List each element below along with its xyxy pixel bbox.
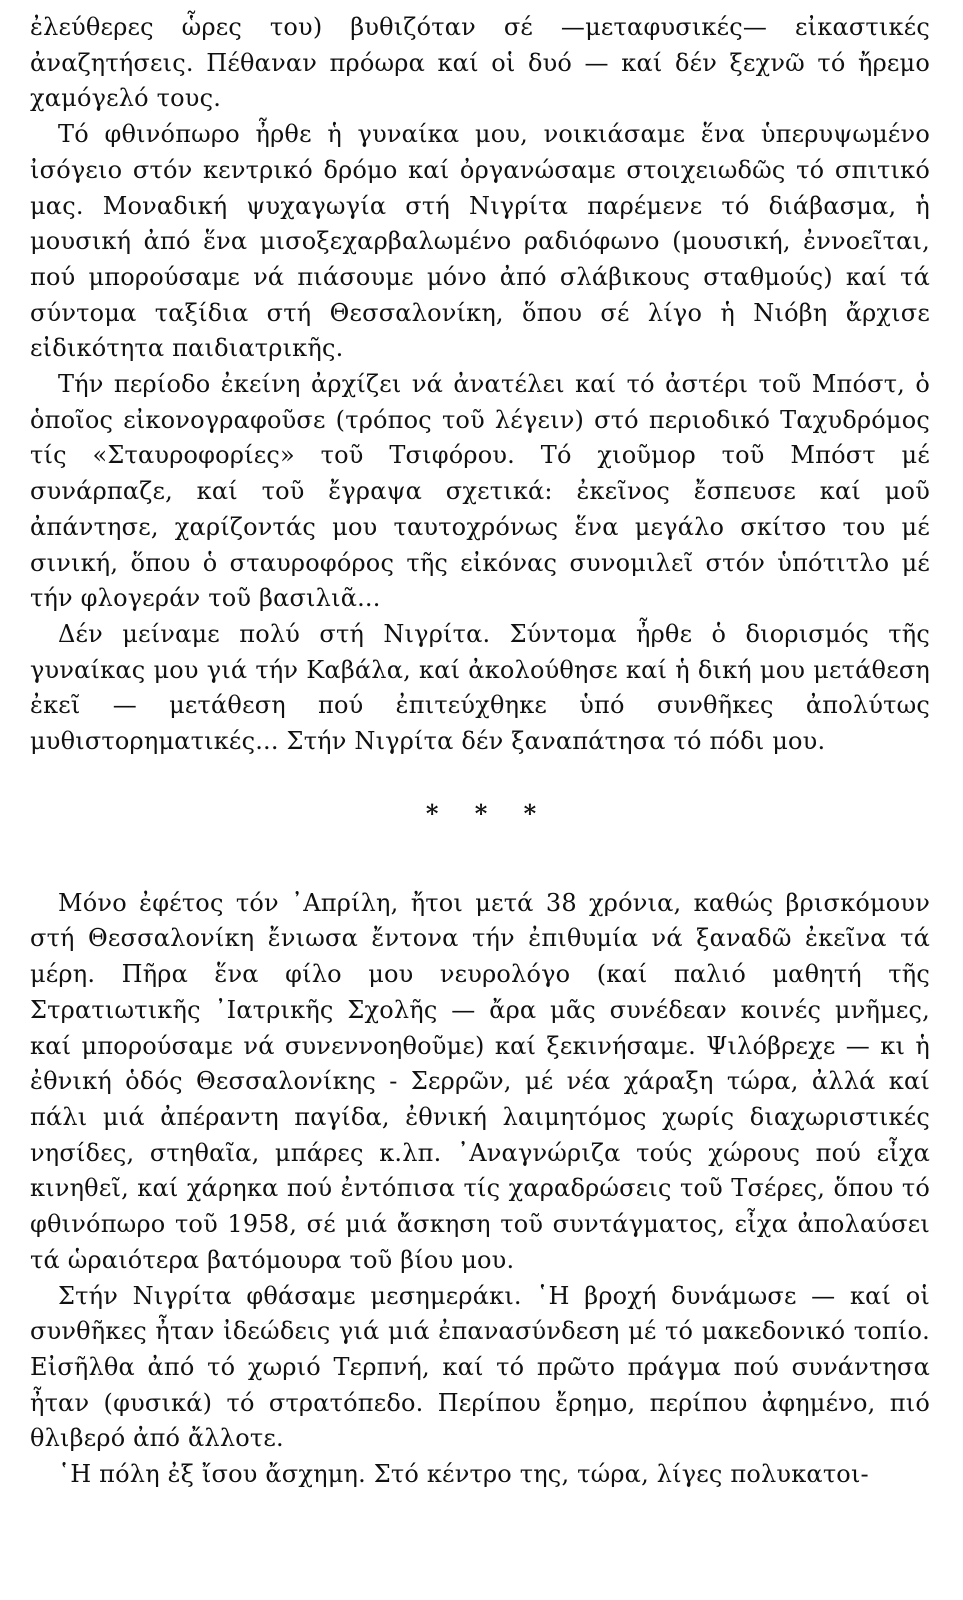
book-page: [30, 10, 930, 1493]
paragraph-arrival-nigrita: Στήν Νιγρίτα φθάσαμε μεσημεράκι. ῾Η βροχή δυνάμωσε — καί οἱ συνθῆκες ἦταν ἰδεώδεις γιά μιά ἐπανασύνδεση μέ τό μακεδονικό τοπίο. Εἰσῆλθα ἀπό τό χωριό Τερπνή, καί τό πρῶτο πράγμα πού συνάντησα ἦταν (φυσικά) τό στρατόπεδο. Περίπου ἔρημο, περίπου ἀφημένο, πιό θλιβερό ἀπό ἄλλοτε.: [30, 1281, 930, 1453]
paragraph-continuation: ἐλεύθερες ὧρες του) βυθιζόταν σέ —μεταφυσικές— εἰκαστικές ἀναζητήσεις. Πέθαναν πρόωρα καί οἱ δυό — καί δέν ξεχνῶ τό ἤρεμο χαμόγελό τους.: [30, 13, 930, 113]
paragraph-town-description: ῾Η πόλη ἐξ ἴσου ἄσχημη. Στό κέντρο της, τώρα, λίγες πολυκατοι-: [58, 1460, 869, 1489]
paragraph-bost: Τήν περίοδο ἐκείνη ἀρχίζει νά ἀνατέλει καί τό ἀστέρι τοῦ Μπόστ, ὁ ὁποῖος εἰκονογραφοῦσε (τρόπος τοῦ λέγειν) στό περιοδικό Ταχυδρόμος τίς «Σταυροφορίες» τοῦ Τσιφόρου. Τό χιοῦμορ τοῦ Μπόστ μέ συνάρπαζε, καί τοῦ ἔγραψα σχετικά: ἐκεῖνος ἔσπευσε καί μοῦ ἀπάντησε, χαρίζοντάς μου ταυτοχρόνως ἕνα μεγάλο σκίτσο του μέ σινική, ὅπου ὁ σταυροφόρος τῆς εἰκόνας συνομιλεῖ στόν ὑπότιτλο μέ τήν φλογεράν τοῦ βασιλιᾶ...: [30, 370, 930, 613]
paragraph-return-april: Μόνο ἐφέτος τόν ᾿Απρίλη, ἤτοι μετά 38 χρόνια, καθώς βρισκόμουν στή Θεσσαλονίκη ἔνιωσα ἔντονα τήν ἐπιθυμία νά ξαναδῶ ἐκεῖνα τά μέρη. Πῆρα ἕνα φίλο μου νευρολόγο (καί παλιό μαθητή τῆς Στρατιωτικῆς ᾿Ιατρικῆς Σχολῆς — ἄρα μᾶς συνέδεαν κοινές μνῆμες, καί μπορούσαμε νά συνεννοηθοῦμε) καί ξεκινήσαμε. Ψιλόβρεχε — κι ἡ ἐθνική ὁδός Θεσσαλονίκης - Σερρῶν, μέ νέα χάραξη τώρα, ἀλλά καί πάλι μιά ἀπέραντη παγίδα, ἐθνική λαιμητόμος χωρίς διαχωριστικές νησίδες, στηθαῖα, μπάρες κ.λπ. ᾿Αναγνώριζα τούς χώρους πού εἶχα κινηθεῖ, καί χάρηκα πού ἐντόπισα τίς χαραδρώσεις τοῦ Τσέρες, ὅπου τό φθινόπωρο τοῦ 1958, σέ μιά ἄσκηση τοῦ συντάγματος, εἶχα ἀπολαύσει τά ὡραιότερα βατόμουρα τοῦ βίου μου.: [30, 888, 930, 1274]
section-break-asterisks: * * *: [425, 798, 551, 828]
paragraph-leaving-nigrita: Δέν μείναμε πολύ στή Νιγρίτα. Σύντομα ἦρθε ὁ διορισμός τῆς γυναίκας μου γιά τήν Καβάλα, καί ἀκολούθησε καί ἡ δική μου μετάθεση ἐκεῖ — μετάθεση πού ἐπιτεύχθηκε ὑπό συνθῆκες ἀπολύτως μυθιστορηματικές... Στήν Νιγρίτα δέν ξαναπάτησα τό πόδι μου.: [30, 619, 930, 756]
paragraph-autumn-home: Τό φθινόπωρο ἦρθε ἡ γυναίκα μου, νοικιάσαμε ἕνα ὑπερυψωμένο ἰσόγειο στόν κεντρικό δρόμο καί ὀργανώσαμε στοιχειωδῶς τό σπιτικό μας. Μοναδική ψυχαγωγία στή Νιγρίτα παρέμενε τό διάβασμα, ἡ μουσική ἀπό ἕνα μισοξεχαρβαλωμένο ραδιόφωνο (μουσική, ἐννοεῖται, πού μπορούσαμε νά πιάσουμε μόνο ἀπό σλάβικους σταθμούς) καί τά σύντομα ταξίδια στή Θεσσαλονίκη, ὅπου σέ λίγο ἡ Νιόβη ἄρχισε εἰδικότητα παιδιατρικῆς.: [30, 120, 930, 363]
